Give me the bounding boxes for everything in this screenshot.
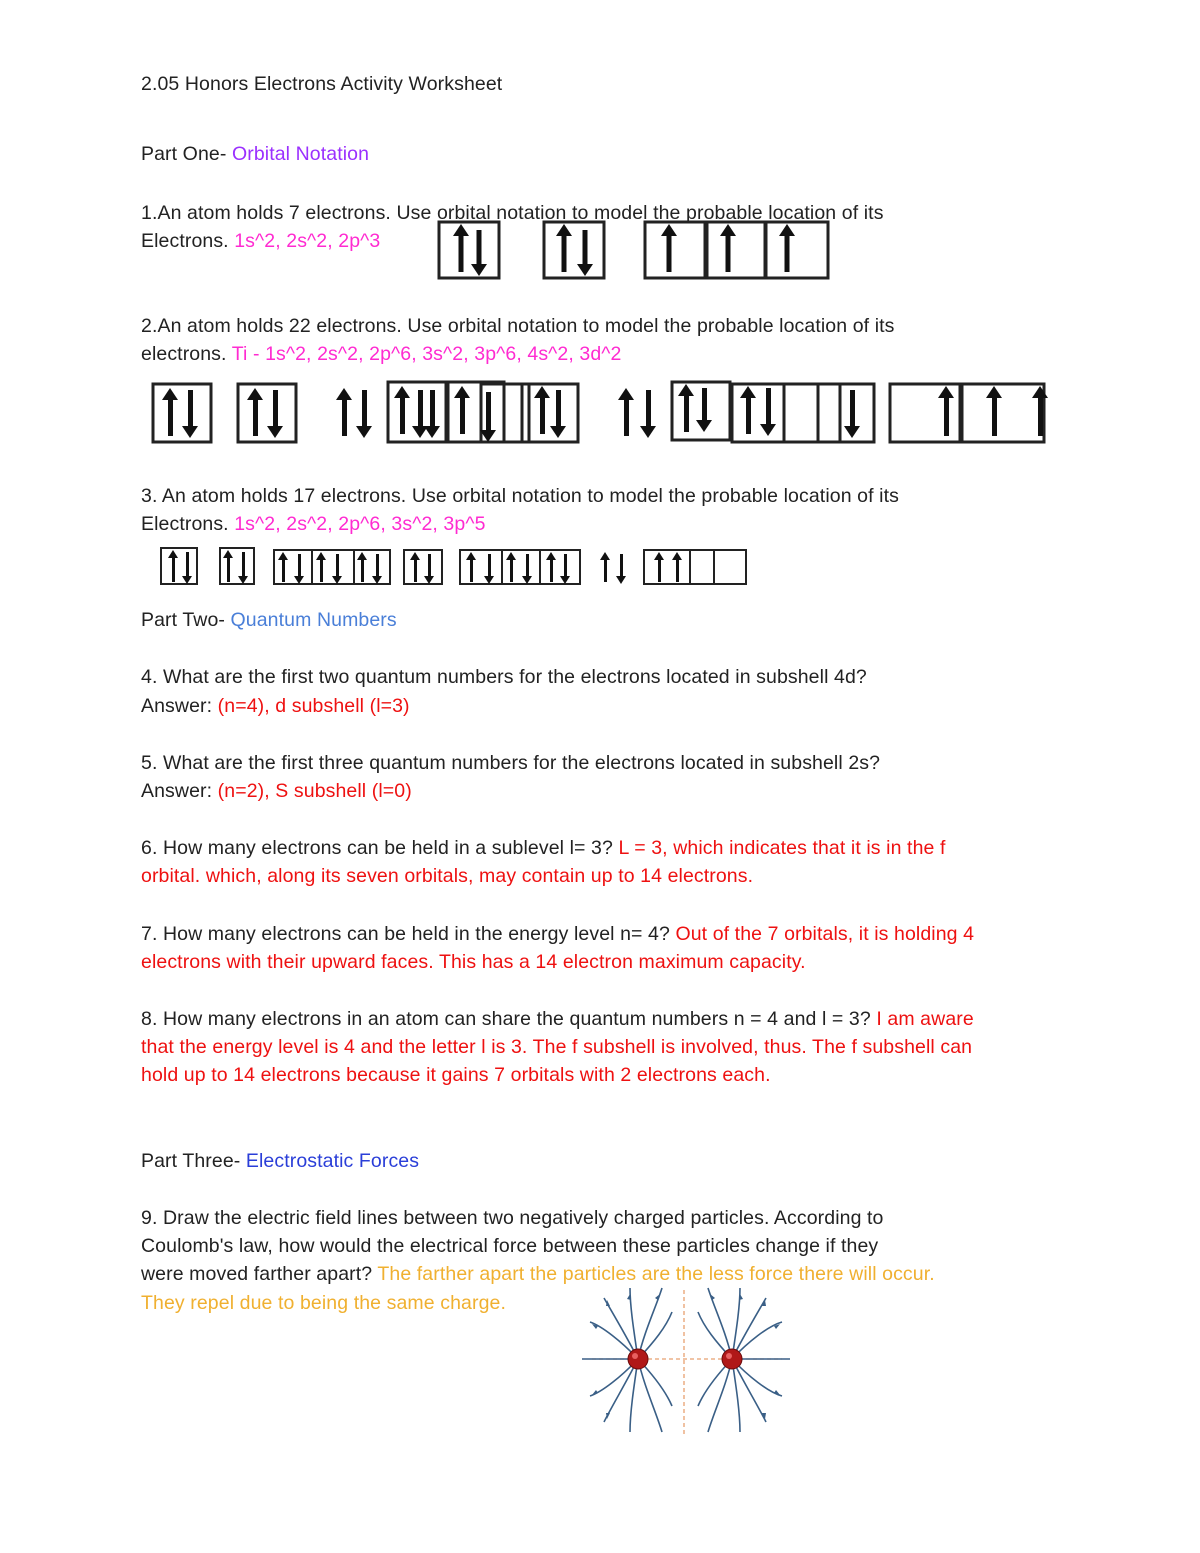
q6-line1 <box>141 834 946 862</box>
q9-line3 <box>141 1260 935 1288</box>
part-topic: Orbital Notation <box>231 143 370 165</box>
part-topic: Electrostatic Forces <box>245 1150 420 1172</box>
q9-answer-a: The farther apart the particles are the less force there will occur. <box>377 1263 935 1285</box>
q6-answer-b: orbital. which, along its seven orbitals, may contain up to 14 electrons. <box>141 865 754 887</box>
q2-text-line2 <box>141 340 622 368</box>
q2-orbital-diagram <box>150 378 1050 450</box>
q9-line1: 9. Draw the electric field lines between two negatively charged particles. According to <box>141 1207 884 1229</box>
part-three-heading <box>141 1147 419 1175</box>
q3-orbital-diagram <box>158 544 758 590</box>
q4-answer-line <box>141 692 410 720</box>
part-label: Part Two- <box>141 609 231 631</box>
answer-label: Answer: <box>141 780 218 802</box>
worksheet-title: 2.05 Honors Electrons Activity Worksheet <box>141 73 503 95</box>
q8-answer-a: I am aware <box>876 1008 974 1030</box>
answer-label: Answer: <box>141 695 218 717</box>
q8-answer-c: hold up to 14 electrons because it gains 7 orbitals with 2 electrons each. <box>141 1064 771 1086</box>
q1-answer: 1s^2, 2s^2, 2p^3 <box>234 230 381 252</box>
q8-answer-b: that the energy level is 4 and the letter l is 3. The f subshell is involved, thus. The f subshell can <box>141 1036 973 1058</box>
q5-answer-line <box>141 777 412 805</box>
q5-text: 5. What are the first three quantum numbers for the electrons located in subshell 2s? <box>141 752 881 774</box>
q1-lead: Electrons. <box>141 230 235 252</box>
q9-line2: Coulomb's law, how would the electrical force between these particles change if they <box>141 1235 879 1257</box>
q2-text: 2.An atom holds 22 electrons. Use orbital notation to model the probable location of its <box>141 315 895 337</box>
part-topic: Quantum Numbers <box>230 609 397 631</box>
q9-answer-b: They repel due to being the same charge. <box>141 1292 506 1314</box>
part-two-heading <box>141 606 397 634</box>
q7-question: 7. How many electrons can be held in the energy level n= 4? <box>141 923 676 945</box>
q1-text: 1.An atom holds 7 electrons. Use orbital notation to model the probable location of its <box>141 202 884 224</box>
part-one-heading <box>141 140 369 168</box>
q3-answer: 1s^2, 2s^2, 2p^6, 3s^2, 3p^5 <box>234 513 486 535</box>
q4-answer: (n=4), d subshell (l=3) <box>217 695 410 717</box>
q7-line1 <box>141 920 974 948</box>
q2-lead: electrons. <box>141 343 232 365</box>
q7-answer-a: Out of the 7 orbitals, it is holding 4 <box>675 923 975 945</box>
q8-question: 8. How many electrons in an atom can share the quantum numbers n = 4 and l = 3? <box>141 1008 877 1030</box>
q3-text: 3. An atom holds 17 electrons. Use orbital notation to model the probable location of its <box>141 485 899 507</box>
q4-text: 4. What are the first two quantum numbers for the electrons located in subshell 4d? <box>141 666 867 688</box>
q2-answer: Ti - 1s^2, 2s^2, 2p^6, 3s^2, 3p^6, 4s^2, 3d^2 <box>231 343 622 365</box>
q6-question: 6. How many electrons can be held in a sublevel l= 3? <box>141 837 619 859</box>
q7-answer-b: electrons with their upward faces. This has a 14 electron maximum capacity. <box>141 951 806 973</box>
q3-lead: Electrons. <box>141 513 235 535</box>
q5-answer: (n=2), S subshell (l=0) <box>217 780 412 802</box>
part-label: Part One- <box>141 143 232 165</box>
q1-orbital-diagram <box>436 218 836 282</box>
q6-answer-a: L = 3, which indicates that it is in the f <box>618 837 946 859</box>
electric-field-diagram <box>572 1282 802 1442</box>
q9-question-end: were moved farther apart? <box>141 1263 378 1285</box>
q3-text-line2 <box>141 510 486 538</box>
q1-text-line2 <box>141 227 380 255</box>
part-label: Part Three- <box>141 1150 246 1172</box>
q8-line1 <box>141 1005 974 1033</box>
